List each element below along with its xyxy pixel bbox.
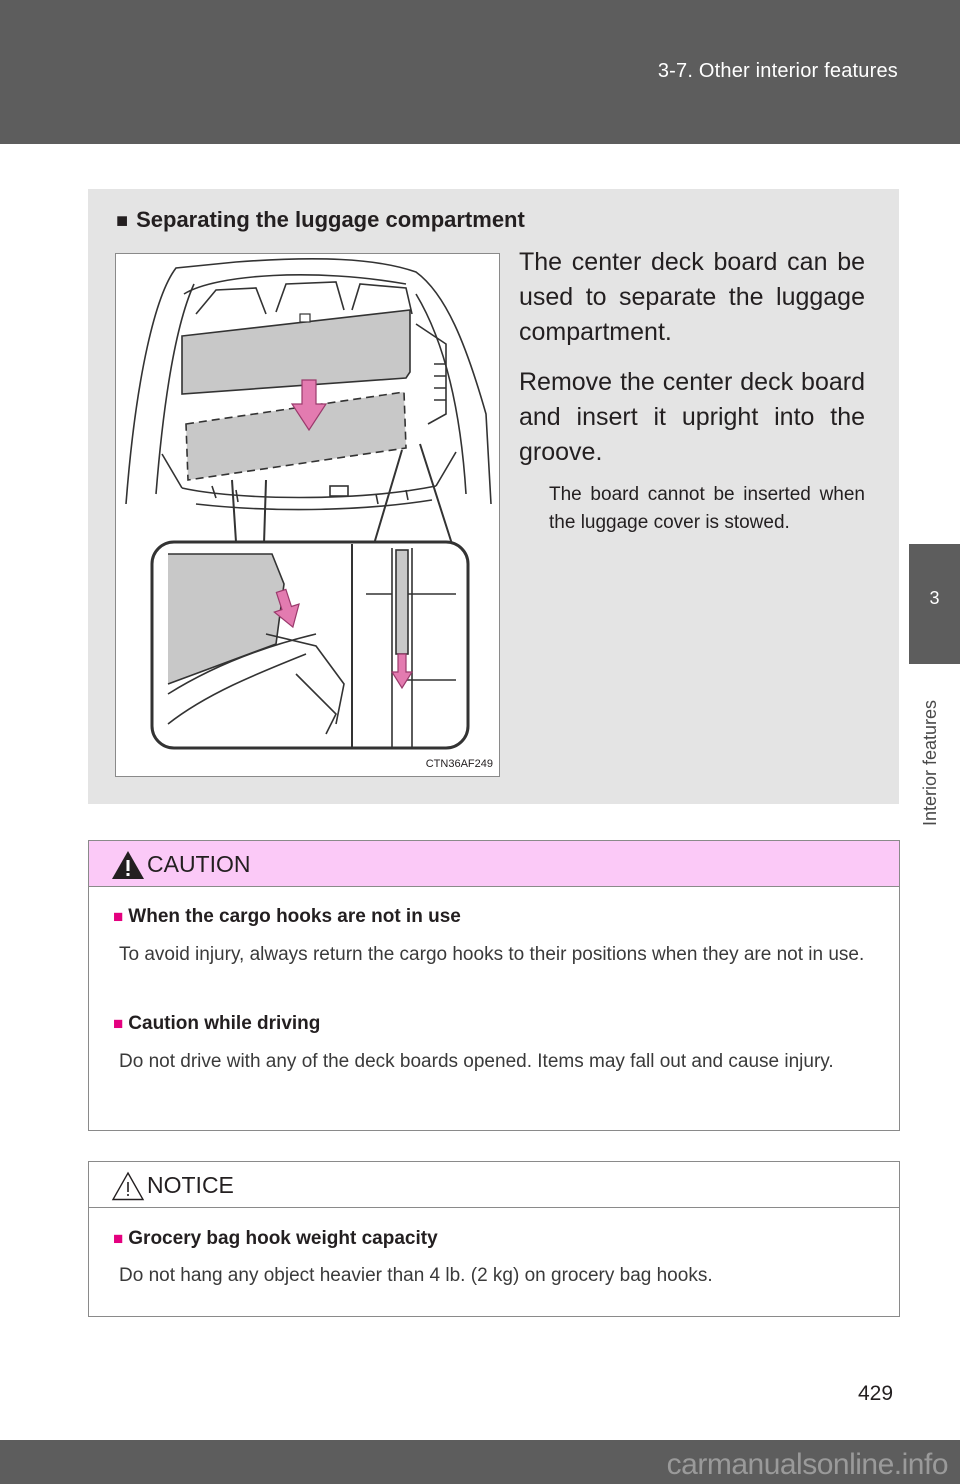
notice-marker-1: ■	[113, 1229, 124, 1248]
notice-header	[89, 1162, 899, 1208]
caution-item-2-title	[113, 1013, 320, 1035]
warning-triangle-icon	[111, 850, 145, 880]
caution-header	[89, 841, 899, 887]
notice-item-1-text: Do not hang any object heavier than 4 lb. (2 kg) on grocery bag hooks.	[119, 1265, 713, 1286]
chapter-side-label-text: Interior features	[920, 699, 940, 826]
notice-label: NOTICE	[147, 1172, 234, 1198]
section-note: The board cannot be inserted when the luggage cover is stowed.	[549, 484, 865, 533]
section-heading-text: Separating the luggage compartment	[136, 207, 525, 232]
caution-label: CAUTION	[147, 851, 251, 877]
notice-item-1-title	[113, 1228, 438, 1250]
page-header	[0, 0, 960, 144]
chapter-title: 3-7. Other interior features	[657, 60, 898, 82]
warning-outline-icon	[111, 1171, 145, 1201]
caution-item-1-title	[113, 906, 461, 928]
section-heading	[116, 207, 525, 233]
luggage-figure	[115, 253, 500, 777]
board-handle	[300, 314, 310, 322]
caution-box	[88, 840, 900, 1131]
notice-box	[88, 1161, 900, 1317]
chapter-side-label	[920, 676, 942, 826]
section-marker: ■	[116, 210, 129, 232]
caution-item-2-title-text: Caution while driving	[128, 1013, 321, 1034]
page-number: 429	[858, 1382, 894, 1405]
caution-marker-2: ■	[113, 1014, 124, 1033]
chapter-tab	[909, 544, 960, 664]
section-paragraph-1: The center deck board can be used to separate the luggage compartment.	[519, 248, 865, 346]
luggage-separation-section	[88, 189, 899, 804]
caution-marker-1: ■	[113, 907, 124, 926]
caution-item-1-text: To avoid injury, always return the cargo hooks to their positions when they are not in use.	[119, 944, 865, 965]
luggage-illustration	[116, 254, 499, 776]
deck-board	[182, 310, 410, 394]
page-footer	[0, 1440, 960, 1484]
footer-watermark: carmanualsonline.info	[666, 1448, 948, 1481]
caution-item-1-title-text: When the cargo hooks are not in use	[128, 906, 461, 927]
notice-item-1-title-text: Grocery bag hook weight capacity	[128, 1228, 438, 1249]
section-paragraph-2: Remove the center deck board and insert it upright into the groove.	[519, 368, 865, 466]
figure-code: CTN36AF249	[425, 758, 493, 770]
caution-item-2-text: Do not drive with any of the deck boards opened. Items may fall out and cause injury.	[119, 1051, 834, 1072]
chapter-number: 3	[929, 588, 940, 608]
